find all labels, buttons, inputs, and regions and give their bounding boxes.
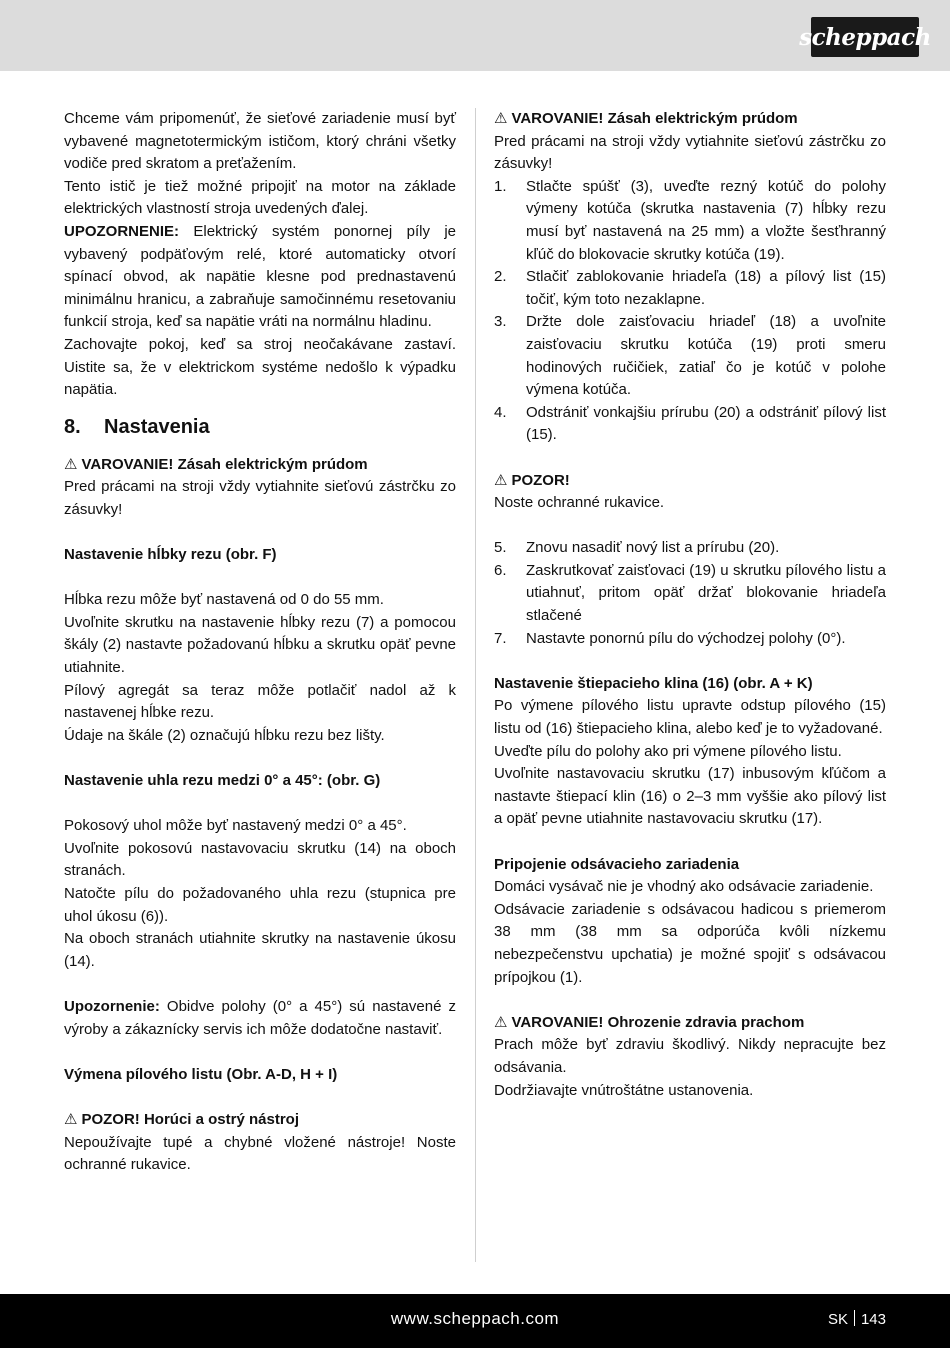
section-title: Nastavenia [104, 415, 210, 438]
steps-list [494, 176, 886, 447]
paragraph: Pokosový uhol môže byť nastavený medzi 0° a 45°. [64, 817, 407, 835]
paragraph: Uvoľnite nastavovaciu skrutku (17) inbusovým kľúčom a nastavte štiepací klin (16) o 2–3 mm vyššie ako pílový list a opäť pevne utiahnite nastavovaciu skrutku (17). [494, 765, 886, 828]
page-number [828, 1310, 886, 1328]
paragraph: Na oboch stranách utiahnite skrutky na nastavenie úkosu (14). [64, 930, 456, 970]
warning-text: Pred prácami na stroji vždy vytiahnite sieťovú zástrčku zo zásuvky! [64, 478, 456, 518]
list-item: 1. Stlačte spúšť (3), uveďte rezný kotúč do polohy výmeny kotúča (skrutka nastavenia (7) hĺbky rezu musí byť nastavená na 25 mm) a vložte šesťhranný kľúč do blokovacie skrutky kotúča (19). [494, 177, 886, 263]
paragraph: Zachovajte pokoj, keď sa stroj neočakávane zastaví. Uistite sa, že v elektrickom systéme nedošlo k výpadku napätia. [64, 335, 456, 399]
warning-triangle-icon: ⚠ [64, 455, 78, 473]
list-item: 7. Nastavte ponornú pílu do východzej polohy (0°). [494, 629, 846, 647]
warning-text: Noste ochranné rukavice. [494, 494, 665, 512]
warning-heading: ⚠ POZOR! Horúci a ostrý nástroj [64, 1110, 299, 1128]
subheading-wedge: Nastavenie štiepacieho klina (16) (obr. A + K) [494, 674, 813, 692]
paragraph: Údaje na škále (2) označujú hĺbku rezu bez lišty. [64, 726, 385, 744]
header-bar [0, 0, 950, 71]
subheading-depth: Nastavenie hĺbky rezu (obr. F) [64, 546, 277, 564]
paragraph: Pílový agregát sa teraz môže potlačiť nadol až k nastavenej hĺbke rezu. [64, 681, 456, 722]
list-item: 4. Odstrániť vonkajšiu prírubu (20) a odstrániť pílový list (15). [494, 403, 886, 444]
list-item: 3. Držte dole zaisťovaciu hriadeľ (18) a uvoľnite zaisťovaciu skrutku kotúča (19) proti smeru hodinových ručičiek, zatiaľ čo je kotúč v polohe výmena kotúča. [494, 313, 886, 399]
list-item: 2. Stlačiť zablokovanie hriadeľa (18) a pílový list (15) točiť, kým toto nezaklapne. [494, 268, 886, 308]
warning-triangle-icon: ⚠ [64, 1110, 78, 1128]
warning-triangle-icon: ⚠ [494, 110, 508, 127]
subheading-extraction: Pripojenie odsávacieho zariadenia [494, 855, 740, 873]
paragraph: Upozornenie: Obidve polohy (0° a 45°) sú nastavené z výroby a zákaznícky servis ich môže dodatočne nastaviť. [64, 997, 456, 1038]
paragraph: Po výmene pílového listu upravte odstup pílového (15) listu od (16) štiepacieho klina, alebo keď je to vyžadované. [494, 697, 886, 738]
warning-heading: ⚠ POZOR! [494, 471, 570, 489]
left-column [64, 108, 456, 1177]
language-code: SK [827, 1311, 848, 1328]
note-label: Upozornenie: [64, 997, 160, 1015]
list-item: 5. Znovu nasadiť nový list a prírubu (20). [494, 539, 780, 557]
page-number-value: 143 [860, 1311, 886, 1328]
footer-bar [0, 1294, 950, 1348]
paragraph: Tento istič je tiež možné pripojiť na motor na základe elektrických vlastností stroja uvedených ďalej. [64, 177, 456, 218]
warning-text: Nepoužívajte tupé a chybné vložené nástroje! Noste ochranné rukavice. [64, 1133, 456, 1174]
section-number: 8. [64, 415, 81, 438]
paragraph: Domáci vysávač nie je vhodný ako odsávacie zariadenie. [494, 878, 874, 896]
paragraph: Uvoľnite skrutku na nastavenie hĺbky rezu (7) a pomocou škály (2) nastavte požadovanú hĺbku a skrutku opäť pevne utiahnite. [64, 613, 456, 677]
paragraph: Chceme vám pripomenúť, že sieťové zariadenie musí byť vybavené magnetotermickým ističom, ktorý chráni všetky vodiče pred skratom a preťažením. [64, 110, 456, 173]
website-link[interactable]: www.scheppach.com [390, 1309, 560, 1328]
section-heading [64, 413, 456, 441]
right-column [494, 108, 886, 1102]
warning-text: Pred prácami na stroji vždy vytiahnite sieťovú zástrčku zo zásuvky! [494, 132, 886, 173]
subheading-blade: Výmena pílového listu (Obr. A-D, H + I) [64, 1065, 338, 1083]
list-item: 6. Zaskrutkovať zaisťovaci (19) u skrutku pílového listu a utiahnuť, pritom opäť držať blokovanie hriadeľa stlačené [494, 561, 886, 625]
subheading-angle: Nastavenie uhla rezu medzi 0° a 45°: (obr. G) [64, 772, 381, 790]
paragraph: UPOZORNENIE: Elektrický systém ponornej píly je vybavený podpäťovým relé, ktoré automaticky otvorí spínací obvod, ak napätie klesne pod prednastavenú minimálnu hranicu, a zabraňuje samočinnému resetovaniu funkcií stroja, keď sa napätie vráti na normálnu hladinu. [64, 222, 456, 331]
paragraph: Uvoľnite pokosovú nastavovaciu skrutku (14) na oboch stranách. [64, 839, 456, 880]
note-label: UPOZORNENIE: [64, 222, 180, 240]
paragraph: Hĺbka rezu môže byť nastavená od 0 do 55 mm. [64, 591, 384, 609]
warning-heading: ⚠ VAROVANIE! Zásah elektrickým prúdom [64, 455, 368, 473]
warning-text: Prach môže byť zdraviu škodlivý. Nikdy nepracujte bez odsávania. [494, 1036, 886, 1076]
column-divider [475, 108, 476, 1262]
steps-list [494, 537, 886, 650]
warning-text: Dodržiavajte vnútroštátne ustanovenia. [494, 1081, 754, 1099]
warning-heading: ⚠ VAROVANIE! Zásah elektrickým prúdom [494, 110, 798, 127]
separator [854, 1310, 855, 1326]
warning-heading: ⚠ VAROVANIE! Ohrozenie zdravia prachom [494, 1013, 805, 1031]
paragraph: Uveďte pílu do polohy ako pri výmene pílového listu. [494, 742, 842, 760]
warning-triangle-icon: ⚠ [494, 1013, 508, 1031]
paragraph: Odsávacie zariadenie s odsávacou hadicou s priemerom 38 mm (38 mm sa odporúča kvôli nízkemu nebezpečenstvu upchatia) je možné spojiť s odsávacou prípojkou (1). [494, 900, 886, 986]
paragraph: Natočte pílu do požadovaného uhla rezu (stupnica pre uhol úkosu (6)). [64, 885, 456, 925]
warning-triangle-icon: ⚠ [494, 471, 508, 489]
scheppach-logo: scheppach [811, 17, 919, 57]
